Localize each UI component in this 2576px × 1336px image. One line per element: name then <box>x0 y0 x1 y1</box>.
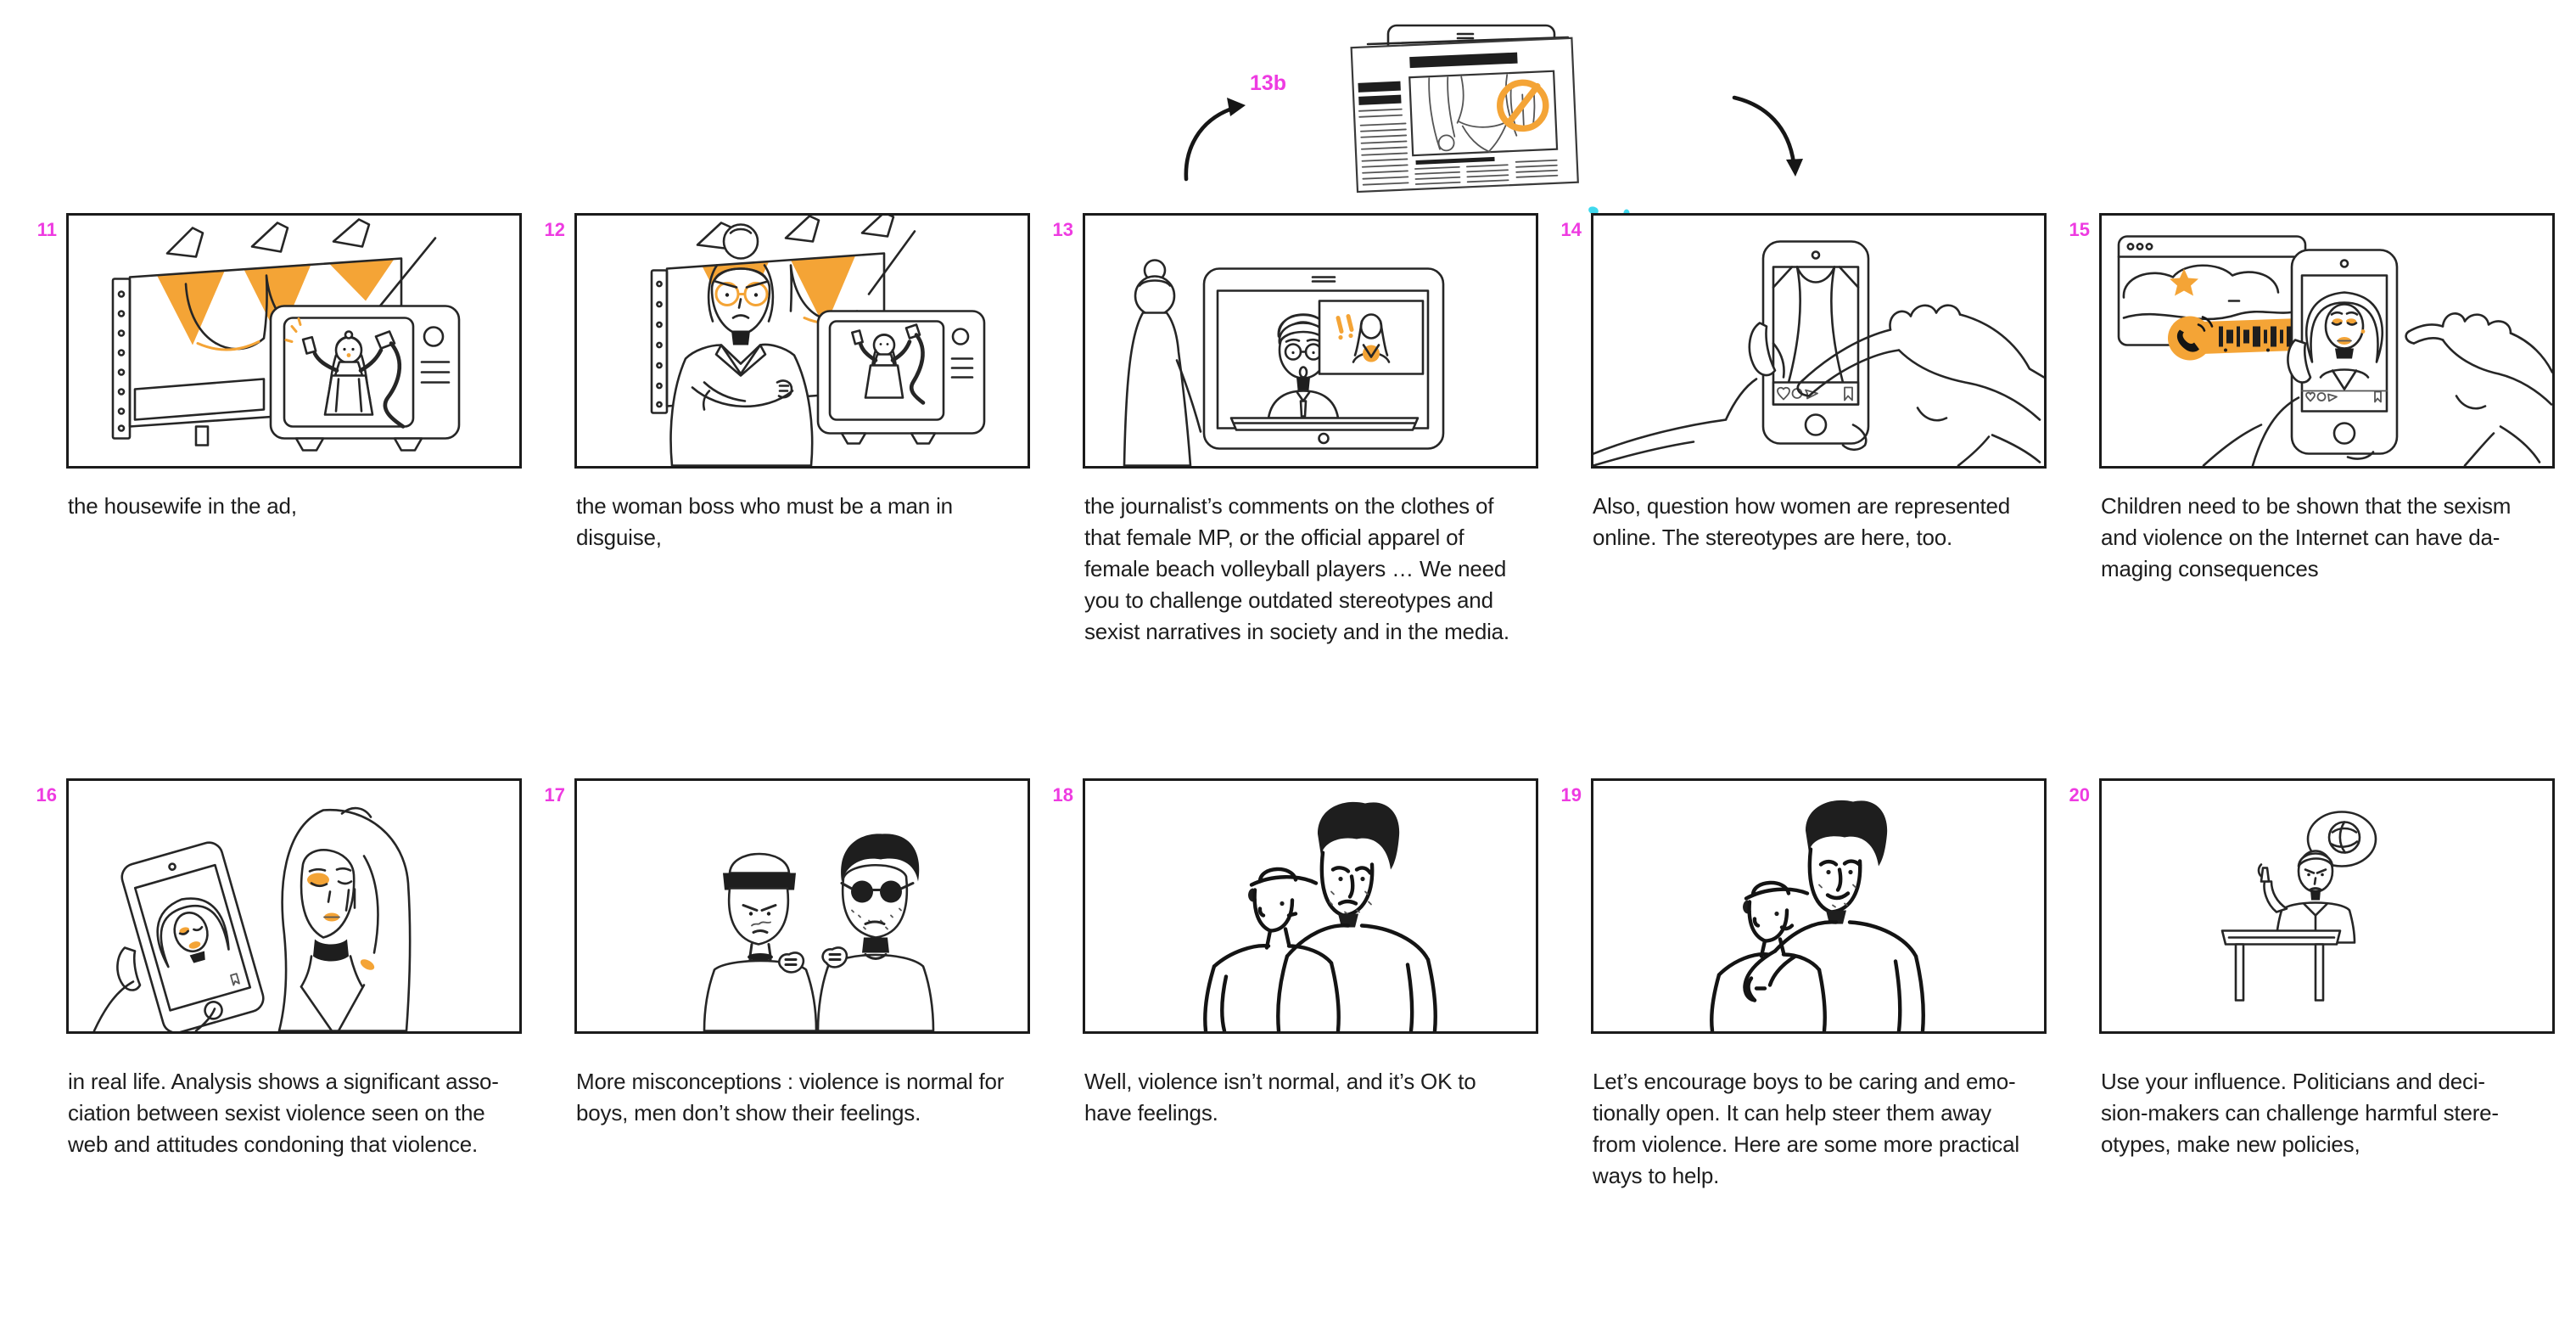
caption-panel-14: Also, question how women are represented online. The stereotypes are here, too. <box>1593 493 2011 550</box>
sad-man-and-boy-sketch-illustration <box>1085 781 1536 1031</box>
storyboard-panel-17 <box>544 778 1030 1034</box>
panel-number-15: 15 <box>2069 219 2090 240</box>
phone-call-icon <box>2168 317 2212 361</box>
caption-panel-11: the housewife in the ad, <box>68 493 297 519</box>
hands-phone-stereotype-post-illustration <box>1593 216 2044 466</box>
panel-number-17: 17 <box>544 784 565 806</box>
tablet-journalist-videocall-illustration <box>1085 216 1536 466</box>
man-arm-around-boy-sketch-illustration <box>1593 781 2044 1031</box>
bruised-woman-and-phone-illustration <box>69 781 519 1031</box>
woman-boss-billboard-tv-illustration <box>577 216 1028 466</box>
panel-number-11: 11 <box>36 219 57 240</box>
caption-panel-17: More misconceptions : violence is normal for boys, men don’t show their feelings. <box>576 1069 1005 1125</box>
panel-number-14: 14 <box>1560 219 1582 240</box>
storyboard-panel-20 <box>2069 778 2555 1034</box>
panel-number-13: 13 <box>1052 219 1073 240</box>
browser-phone-selfie-pointing-illustration <box>2102 216 2552 466</box>
storyboard-panel-19 <box>1560 778 2047 1034</box>
storyboard-panel-14 <box>1560 213 2047 469</box>
caption-panel-16: in real life. Analysis shows a significant asso- ciation between sexist violence seen on the web and attitudes condoning that violence. <box>68 1069 499 1157</box>
caption-panel-18: Well, violence isn’t normal, and it’s OK to have feelings. <box>1084 1069 1476 1125</box>
politician-at-podium-illustration <box>2102 781 2552 1031</box>
insert-label-13b: 13b <box>1250 71 1287 95</box>
caption-panel-15: Children need to be shown that the sexism and violence on the Internet can have da- maging consequences <box>2101 493 2512 581</box>
panel-number-12: 12 <box>544 219 565 240</box>
curved-arrow-right-icon <box>1734 98 1803 177</box>
panel-number-20: 20 <box>2069 784 2090 806</box>
storyboard-panel-15 <box>2069 213 2555 469</box>
caption-panel-20: Use your influence. Politicians and deci- sion-makers can challenge harmful stere- otypes, make new policies, <box>2101 1069 2499 1157</box>
storyboard-panel-16 <box>36 778 522 1034</box>
caption-panel-13: the journalist’s comments on the clothes of that female MP, or the official apparel of female beach volleyball players … We need you to challenge outdated stereotypes and sexist narratives in society and in the media. <box>1084 493 1509 644</box>
newspaper-illustration-icon <box>1352 25 1578 192</box>
storyboard-panel-18 <box>1052 778 1538 1034</box>
storyboard-panel-13 <box>1052 213 1538 469</box>
billboard-and-tv-housewife-illustration <box>69 216 519 466</box>
caption-panel-12: the woman boss who must be a man in disguise, <box>576 493 953 550</box>
storyboard-panel-12 <box>544 213 1030 469</box>
two-boys-tough-pose-illustration <box>577 781 1028 1031</box>
panel-number-18: 18 <box>1052 784 1073 806</box>
caption-panel-19: Let’s encourage boys to be caring and emo- tionally open. It can help steer them away from violence. Here are some more practical ways to help. <box>1593 1069 2019 1188</box>
curved-arrow-left-icon <box>1186 98 1246 179</box>
panel-number-19: 19 <box>1560 784 1582 806</box>
storyboard-panel-11 <box>36 213 522 469</box>
panel-number-16: 16 <box>36 784 57 806</box>
